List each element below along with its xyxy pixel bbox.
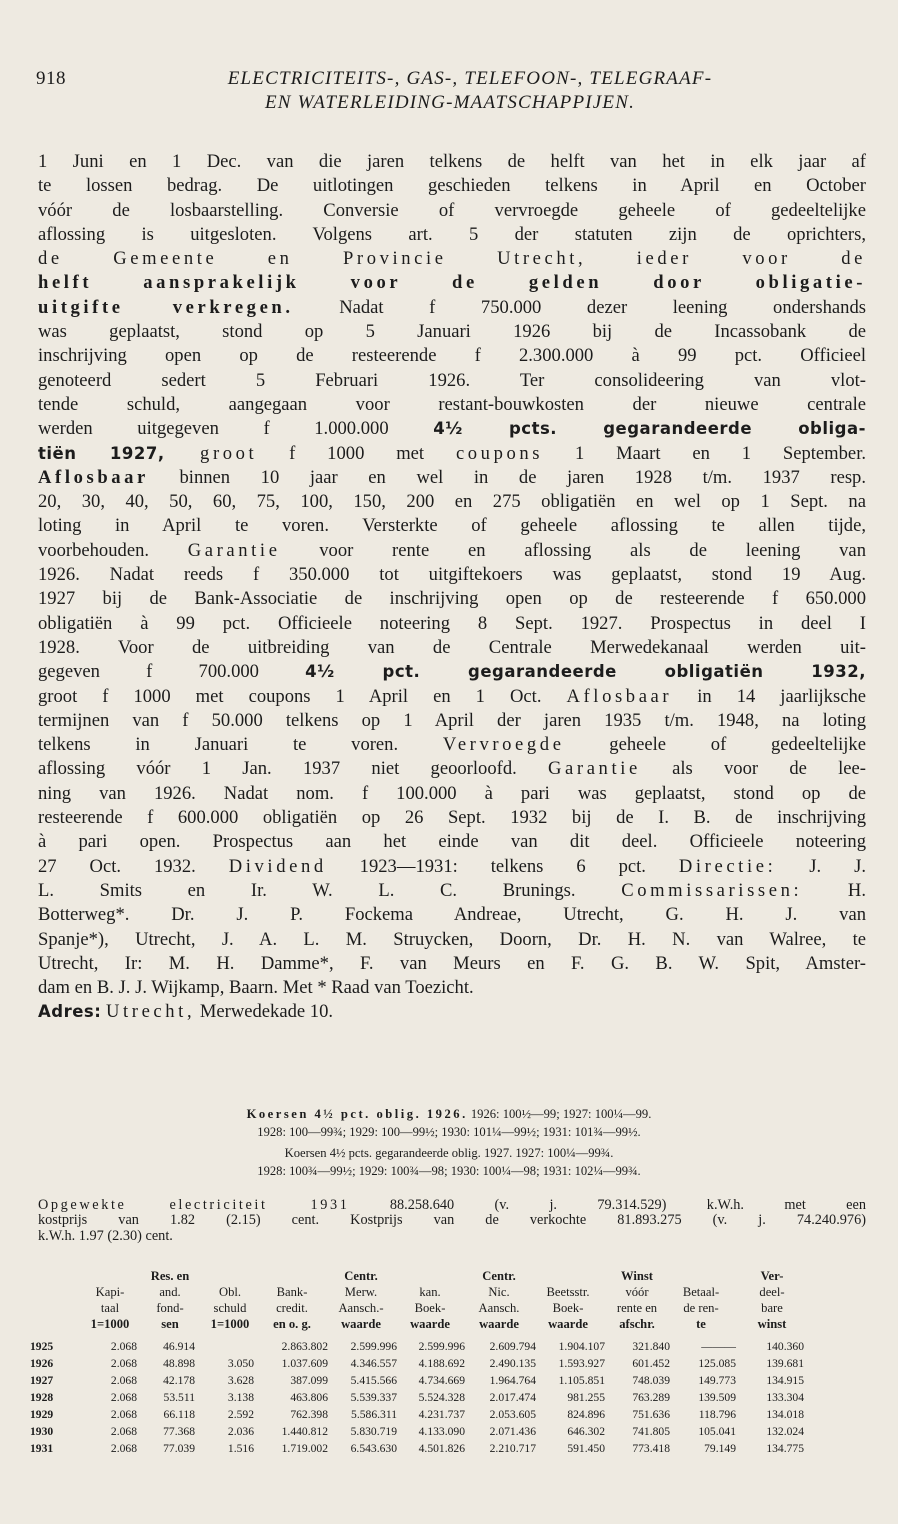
- table-cell: 4.734.669: [418, 1374, 465, 1387]
- table-cell: 2.017.474: [489, 1391, 536, 1404]
- table-cell: 125.085: [698, 1357, 736, 1370]
- table-cell: 824.896: [567, 1408, 605, 1421]
- table-cell: 2.036: [227, 1425, 254, 1438]
- table-header-cell: waarde: [548, 1317, 588, 1331]
- table-cell: 6.543.630: [350, 1442, 397, 1455]
- table-row-year: 1926: [30, 1357, 54, 1370]
- table-header-row: [30, 1284, 870, 1300]
- table-header-cell: bare: [761, 1301, 783, 1315]
- table-cell: 53.511: [163, 1391, 195, 1404]
- table-header-cell: sen: [161, 1317, 179, 1331]
- text-span: geheele of gedeeltelijke: [564, 734, 866, 756]
- text-line: 20, 30, 40, 50, 60, 75, 100, 150, 200 en 275 obligatiën en wel op 1 Sept. na: [38, 491, 866, 513]
- text-span: werden uitgegeven f 1.000.000: [38, 418, 434, 440]
- table-cell: 762.398: [290, 1408, 328, 1421]
- table-cell: 741.805: [632, 1425, 670, 1438]
- table-header-cell: Kapi-: [95, 1285, 125, 1299]
- table-cell: 1.719.002: [281, 1442, 328, 1455]
- table-header-cell: kan.: [419, 1285, 441, 1299]
- table-header-cell: Bank-: [276, 1285, 308, 1299]
- text-line: [38, 757, 866, 781]
- text-line: [38, 879, 866, 903]
- body-text: [38, 150, 866, 1025]
- table-cell: 2.068: [110, 1442, 137, 1455]
- bond-title: 4½ pcts. gegarandeerde obliga-: [433, 419, 866, 439]
- text-span: telkens in Januari te voren.: [38, 734, 443, 756]
- table-cell: 751.636: [632, 1408, 670, 1421]
- table-cell: 2.068: [110, 1408, 137, 1421]
- table-cell: 105.041: [698, 1425, 736, 1438]
- table-cell: 1.593.927: [558, 1357, 605, 1370]
- table-header-cell: fond-: [156, 1301, 184, 1315]
- table-cell: 118.796: [698, 1408, 736, 1421]
- table-header-cell: Boek-: [552, 1301, 584, 1315]
- table-row-year: 1929: [30, 1408, 54, 1421]
- text-span: voorbehouden.: [38, 539, 188, 561]
- bond-title: tiën 1927,: [38, 443, 165, 463]
- table-cell: 646.302: [567, 1425, 605, 1438]
- text-span: J. J.: [776, 855, 866, 877]
- text-line-spaced: de Gemeente en Provincie Utrecht, ieder voor de: [38, 248, 866, 270]
- table-header-cell: Merw.: [344, 1285, 378, 1299]
- text-line: loting in April te voren. Versterkte of geheele aflossing te allen tijde,: [38, 515, 866, 537]
- address-line: [38, 1000, 866, 1024]
- production-note: [38, 1198, 866, 1244]
- text-line: resteerende f 600.000 obligatiën op 26 Sept. 1932 bij de I. B. de inschrijving: [38, 807, 866, 829]
- table-row: [30, 1423, 870, 1440]
- table-header-cell: Res. en: [150, 1269, 190, 1283]
- spaced-phrase: Commissarissen:: [621, 879, 803, 901]
- table-cell: 2.068: [110, 1357, 137, 1370]
- table-cell: 149.773: [698, 1374, 736, 1387]
- table-cell: 2.053.605: [489, 1408, 536, 1421]
- spaced-phrase: Garantie: [187, 539, 281, 561]
- text-line: Spanje*), Utrecht, J. A. L. M. Struycken, Doorn, Dr. H. N. van Walree, te: [38, 928, 866, 950]
- table-header-row: [30, 1316, 870, 1332]
- table-cell: 5.524.328: [418, 1391, 465, 1404]
- table-header-cell: Beetsstr.: [546, 1285, 590, 1299]
- table-cell: 77.368: [163, 1425, 195, 1438]
- table-cell: 2.592: [227, 1408, 254, 1421]
- table-header-cell: and.: [159, 1285, 181, 1299]
- text-line: aflossing is uitgesloten. Volgens art. 5 der statuten zijn de oprichters,: [38, 223, 866, 245]
- table-header-cell: afschr.: [619, 1317, 655, 1331]
- table-cell: 2.599.996: [350, 1340, 397, 1353]
- spaced-phrase: Garantie: [548, 758, 641, 780]
- table-cell: 5.415.566: [350, 1374, 397, 1387]
- table-cell: 48.898: [163, 1357, 195, 1370]
- text-line: 1926. Nadat reeds f 350.000 tot uitgiftekoers was geplaatst, stond 19 Aug.: [38, 564, 866, 586]
- spaced-phrase: Vervroegde: [442, 734, 565, 756]
- table-cell: 2.863.802: [281, 1340, 328, 1353]
- table-row: [30, 1406, 870, 1423]
- table-cell: 2.068: [110, 1340, 137, 1353]
- table-header-cell: Centr.: [482, 1269, 516, 1283]
- table-cell: 4.346.557: [350, 1357, 397, 1370]
- text-span: voor rente en aflossing als de leening van: [280, 539, 866, 561]
- table-row-year: 1928: [30, 1391, 54, 1404]
- text-line: dam en B. J. J. Wijkamp, Baarn. Met * Raad van Toezicht.: [38, 977, 474, 999]
- table-cell: 2.071.436: [489, 1425, 536, 1438]
- table-cell: 5.539.337: [350, 1391, 397, 1404]
- spaced-phrase: Opgewekte electriciteit 1931: [38, 1198, 350, 1213]
- table-header-cell: Obl.: [218, 1285, 242, 1299]
- table-cell: 77.039: [163, 1442, 195, 1455]
- table-cell: 2.210.717: [489, 1442, 536, 1455]
- koersen-line: [0, 1106, 898, 1122]
- table-header-cell: Ver-: [760, 1269, 784, 1283]
- text-span: 27 Oct. 1932.: [38, 855, 229, 877]
- table-cell: 763.289: [632, 1391, 670, 1404]
- table-row: [30, 1372, 870, 1389]
- spaced-phrase: Aflosbaar: [38, 466, 149, 488]
- table-header-cell: Nic.: [488, 1285, 510, 1299]
- text-line: k.W.h. 1.97 (2.30) cent.: [38, 1228, 173, 1244]
- text-line: obligatiën à 99 pct. Officieele noteering 8 Sept. 1927. Prospectus in deel I: [38, 612, 866, 634]
- text-span: 1923—1931: telkens 6 pct.: [326, 855, 679, 877]
- text-line: [38, 296, 866, 320]
- table-cell: 134.775: [766, 1442, 804, 1455]
- table-header-cell: winst: [757, 1317, 787, 1331]
- table-cell: 1.105.851: [558, 1374, 605, 1387]
- table-cell: 1.037.609: [281, 1357, 328, 1370]
- table-cell: 3.138: [227, 1391, 254, 1404]
- table-cell: 601.452: [632, 1357, 670, 1370]
- table-row-year: 1927: [30, 1374, 54, 1387]
- table-header-cell: Aansch.-: [338, 1301, 384, 1315]
- table-cell: 79.149: [704, 1442, 736, 1455]
- table-cell: 387.099: [290, 1374, 328, 1387]
- table-header-cell: Boek-: [414, 1301, 446, 1315]
- text-line-spaced: helft aansprakelijk voor de gelden door obligatie-: [38, 272, 866, 294]
- text-line: inschrijving open op de resteerende f 2.300.000 à 99 pct. Officieel: [38, 345, 866, 367]
- table-cell: 42.178: [163, 1374, 195, 1387]
- text-span: als voor de lee-: [640, 758, 866, 780]
- table-cell: 4.188.692: [418, 1357, 465, 1370]
- table-cell: 139.681: [766, 1357, 804, 1370]
- spaced-phrase: uitgifte verkregen.: [38, 296, 294, 318]
- spaced-phrase: Directie:: [678, 855, 777, 877]
- table-cell: 2.609.794: [489, 1340, 536, 1353]
- table-cell: 140.360: [766, 1340, 804, 1353]
- table-row: [30, 1440, 870, 1457]
- table-cell: 2.490.135: [489, 1357, 536, 1370]
- text-line: ning van 1926. Nadat nom. f 100.000 à pari was geplaatst, stond op de: [38, 782, 866, 804]
- text-span: f 1000 met: [257, 442, 456, 464]
- table-row-year: 1931: [30, 1442, 54, 1455]
- address-city: Utrecht,: [105, 1001, 196, 1023]
- table-header-cell: credit.: [276, 1301, 308, 1315]
- table-cell: 133.304: [766, 1391, 804, 1404]
- table-row: [30, 1355, 870, 1372]
- text-span: Nadat f 750.000 dezer leening ondershands: [293, 296, 866, 318]
- spaced-phrase: Dividend: [228, 855, 327, 877]
- table-header-cell: Betaal-: [682, 1285, 720, 1299]
- koersen-line: 1928: 100—99¾; 1929: 100—99½; 1930: 101¼—99½; 1931: 101¾—99½.: [257, 1125, 641, 1139]
- table-header-row: [30, 1268, 870, 1284]
- table-cell: 2.068: [110, 1391, 137, 1404]
- text-line: 1927 bij de Bank-Associatie de inschrijving open op de resteerende f 650.000: [38, 588, 866, 610]
- text-line: [38, 855, 866, 879]
- table-header-cell: 1=1000: [210, 1317, 250, 1331]
- running-title-line1: ELECTRICITEITS-, GAS-, TELEFOON-, TELEGRAAF-: [227, 68, 713, 89]
- text-span: in 14 jaarlijksche: [672, 685, 866, 707]
- text-line: [38, 685, 866, 709]
- text-line: genoteerd sedert 5 Februari 1926. Ter consolideering van vlot-: [38, 369, 866, 391]
- table-row-year: 1930: [30, 1425, 54, 1438]
- table-header-cell: en o. g.: [273, 1317, 311, 1331]
- text-line: tende schuld, aangegaan voor restant-bouwkosten der nieuwe centrale: [38, 393, 866, 415]
- table-cell: 981.255: [567, 1391, 605, 1404]
- text-line: à pari open. Prospectus aan het einde van dit deel. Officieele noteering: [38, 831, 866, 853]
- table-cell: 1.904.107: [558, 1340, 605, 1353]
- table-header-cell: 1=1000: [90, 1317, 130, 1331]
- table-cell: 4.133.090: [418, 1425, 465, 1438]
- text-span: 1 Maart en 1 September.: [543, 442, 866, 464]
- table-cell: 3.628: [227, 1374, 254, 1387]
- table-cell: 134.915: [766, 1374, 804, 1387]
- table-cell: 66.118: [163, 1408, 195, 1421]
- table-header-cell: Winst: [621, 1269, 653, 1283]
- table-cell: 773.418: [632, 1442, 670, 1455]
- table-cell: 463.806: [290, 1391, 328, 1404]
- page-number: 918: [36, 68, 66, 89]
- table-header-cell: waarde: [341, 1317, 381, 1331]
- table-cell: 3.050: [227, 1357, 254, 1370]
- text-line: vóór de losbaarstelling. Conversie of vervroegde geheele of gedeeltelijke: [38, 199, 866, 221]
- table-cell: 134.018: [766, 1408, 804, 1421]
- table-header-cell: schuld: [213, 1301, 247, 1315]
- text-line: Botterweg*. Dr. J. P. Fockema Andreae, Utrecht, G. H. J. van: [38, 904, 866, 926]
- text-line: [38, 466, 866, 490]
- table-cell: 139.509: [698, 1391, 736, 1404]
- text-span: 88.258.640 (v. j. 79.314.529) k.W.h. met een: [349, 1198, 866, 1213]
- table-cell: 132.024: [766, 1425, 804, 1438]
- table-cell: 46.914: [163, 1340, 195, 1353]
- spaced-phrase: Aflosbaar: [566, 685, 673, 707]
- text-span: groot f 1000 met coupons 1 April en 1 Oct.: [38, 685, 567, 707]
- table-header-cell: waarde: [410, 1317, 450, 1331]
- bond-title: 4½ pct. gegarandeerde obligatiën 1932,: [305, 662, 866, 682]
- text-span: H.: [802, 879, 866, 901]
- table-cell: 748.039: [632, 1374, 670, 1387]
- text-line: [38, 733, 866, 757]
- table-header-cell: de ren-: [683, 1301, 719, 1315]
- table-cell: 1.440.812: [281, 1425, 328, 1438]
- table-header-cell: deel-: [759, 1285, 785, 1299]
- table-header-cell: Centr.: [344, 1269, 378, 1283]
- page-header: [30, 68, 870, 118]
- table-cell: 4.231.737: [418, 1408, 465, 1421]
- table-header-cell: rente en: [616, 1301, 658, 1315]
- table-row: [30, 1338, 870, 1355]
- text-span: 1926: 100½—99; 1927: 100¼—99.: [467, 1107, 652, 1121]
- table-row-year: 1925: [30, 1340, 54, 1353]
- text-line: 1 Juni en 1 Dec. van die jaren telkens de helft van het in elk jaar af: [38, 151, 866, 172]
- running-title-line2: EN WATERLEIDING-MAATSCHAPPIJEN.: [264, 92, 636, 113]
- text-line: [38, 1198, 866, 1213]
- table-cell: 2.068: [110, 1374, 137, 1387]
- text-span: aflossing vóór 1 Jan. 1937 niet geoorloofd.: [38, 758, 549, 780]
- table-cell: 4.501.826: [418, 1442, 465, 1455]
- text-line: te lossen bedrag. De uitlotingen geschieden telkens in April en October: [38, 175, 866, 197]
- table-header-cell: vóór: [625, 1285, 649, 1299]
- text-line: kostprijs van 1.82 (2.15) cent. Kostprijs van de verkochte 81.893.275 (v. j. 74.240.976): [38, 1213, 866, 1229]
- spaced-phrase: coupons: [455, 442, 544, 464]
- table-header-cell: Aansch.: [478, 1301, 520, 1315]
- table-cell: 1.964.764: [489, 1374, 536, 1387]
- text-span: gegeven f 700.000: [38, 661, 306, 683]
- table-cell: 5.586.311: [351, 1408, 397, 1421]
- text-line: [38, 660, 866, 684]
- table-cell: 2.068: [110, 1425, 137, 1438]
- spaced-phrase: Koersen 4½ pct. oblig. 1926.: [246, 1107, 468, 1121]
- text-line: Utrecht, Ir: M. H. Damme*, F. van Meurs en F. G. B. W. Spit, Amster-: [38, 952, 866, 974]
- table-row: [30, 1389, 870, 1406]
- koersen-line: Koersen 4½ pcts. gegarandeerde oblig. 1927. 1927: 100¼—99¾.: [284, 1146, 614, 1160]
- address-label: Adres:: [38, 1002, 102, 1022]
- table-cell: 1.516: [227, 1442, 254, 1455]
- text-line: [38, 539, 866, 563]
- table-header-cell: taal: [100, 1301, 120, 1315]
- text-span: binnen 10 jaar en wel in de jaren 1928 t/m. 1937 resp.: [148, 466, 866, 488]
- text-line: [38, 442, 866, 466]
- spaced-phrase: groot: [164, 442, 258, 464]
- address-street: Merwedekade 10.: [195, 1001, 334, 1023]
- text-span: L. Smits en Ir. W. L. C. Brunings.: [38, 879, 622, 901]
- koersen-line: 1928: 100¾—99½; 1929: 100¾—98; 1930: 100¼—98; 1931: 102¼—99¾.: [257, 1164, 641, 1178]
- text-line: termijnen van f 50.000 telkens op 1 April der jaren 1935 t/m. 1948, na loting: [38, 709, 866, 731]
- table-cell: 2.599.996: [418, 1340, 465, 1353]
- table-header-cell: te: [696, 1317, 706, 1331]
- text-line: was geplaatst, stond op 5 Januari 1926 bij de Incassobank de: [38, 321, 866, 343]
- text-line: [38, 417, 866, 441]
- table-cell: 591.450: [567, 1442, 605, 1455]
- table-cell: ———: [701, 1340, 736, 1353]
- table-cell: 5.830.719: [350, 1425, 397, 1438]
- text-line: 1928. Voor de uitbreiding van de Centrale Merwedekanaal werden uit-: [38, 636, 866, 658]
- table-header-row: [30, 1300, 870, 1316]
- table-header-cell: waarde: [479, 1317, 519, 1331]
- table-cell: 321.840: [632, 1340, 670, 1353]
